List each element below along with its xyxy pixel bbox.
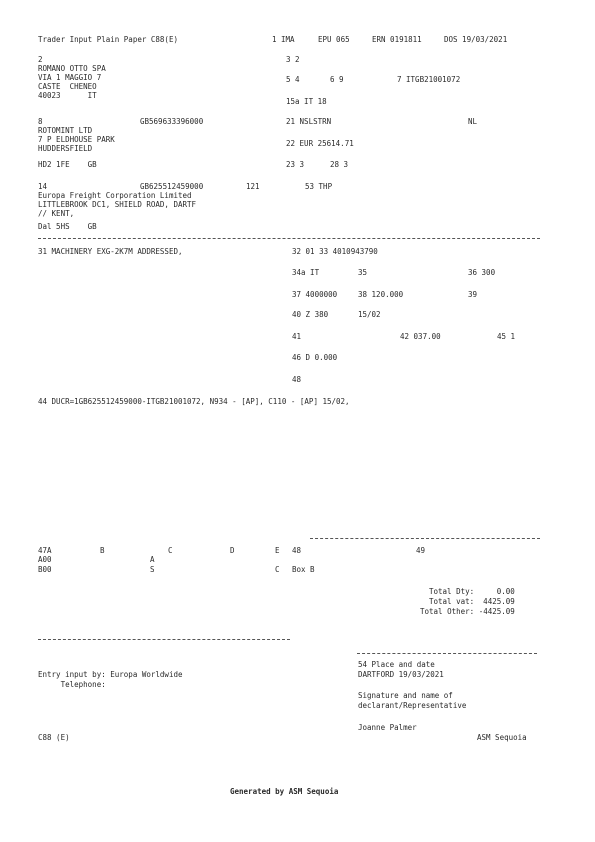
box8-line: 7 P ELDHOUSE PARK bbox=[38, 135, 115, 144]
box6-packages: 6 9 bbox=[330, 75, 344, 84]
box2-line: VIA 1 MAGGIO 7 bbox=[38, 73, 102, 82]
box40-date: 15/02 bbox=[358, 310, 381, 319]
box28-financial: 28 3 bbox=[330, 160, 349, 169]
box54-signatory-name: Joanne Palmer bbox=[358, 723, 417, 732]
box54-place-date: DARTFORD 19/03/2021 bbox=[358, 670, 444, 679]
box47-row2-type: B00 bbox=[38, 565, 52, 574]
header-form-title: Trader Input Plain Paper C88(E) bbox=[38, 35, 178, 44]
box14-line: LITTLEBROOK DC1, SHIELD ROAD, DARTF bbox=[38, 200, 197, 209]
separator-line bbox=[38, 238, 540, 239]
box35-gross-mass: 35 bbox=[358, 268, 368, 277]
box39-quota: 39 bbox=[468, 290, 478, 299]
box2-number: 2 bbox=[38, 55, 43, 64]
box42-item-price: 42 037.00 bbox=[400, 332, 441, 341]
footer-generated-by: Generated by ASM Sequoia bbox=[230, 787, 339, 796]
box14-line: Europa Freight Corporation Limited bbox=[38, 191, 192, 200]
box21-nationality: NL bbox=[468, 117, 478, 126]
total-vat: Total vat: 4425.09 bbox=[429, 597, 515, 606]
box47-col-e: E bbox=[275, 546, 280, 555]
box32-commodity-code: 32 01 33 4010943790 bbox=[292, 247, 378, 256]
box14-code: 121 bbox=[246, 182, 260, 191]
box36-preference: 36 300 bbox=[468, 268, 496, 277]
header-ima: 1 IMA bbox=[272, 35, 295, 44]
box41-units: 41 bbox=[292, 332, 302, 341]
footer-brand: ASM Sequoia bbox=[477, 733, 527, 742]
box47-col-b: B bbox=[100, 546, 105, 555]
entry-input-by: Entry input by: Europa Worldwide bbox=[38, 670, 183, 679]
separator-line bbox=[357, 653, 537, 654]
header-epu: EPU 065 bbox=[318, 35, 350, 44]
box14-line: Dal 5HS GB bbox=[38, 222, 97, 231]
box2-line: ROMANO OTTO SPA bbox=[38, 64, 106, 73]
box22-currency-amount: 22 EUR 25614.71 bbox=[286, 139, 354, 148]
separator-line bbox=[310, 538, 540, 539]
box5-items: 5 4 bbox=[286, 75, 300, 84]
header-dos: DOS 19/03/2021 bbox=[444, 35, 508, 44]
separator-line bbox=[38, 639, 290, 640]
box14-number: 14 bbox=[38, 182, 48, 191]
box15a-dispatch-country: 15a IT 18 bbox=[286, 97, 327, 106]
box47-label: 47A bbox=[38, 546, 52, 555]
box2-line: CASTE CHENEO bbox=[38, 82, 97, 91]
box8-line: ROTOMINT LTD bbox=[38, 126, 93, 135]
total-duty: Total Dty: 0.00 bbox=[429, 587, 515, 596]
box21-transport: 21 NSLSTRN bbox=[286, 117, 332, 126]
box8-line: HD2 1FE GB bbox=[38, 160, 97, 169]
box45-adjustment: 45 1 bbox=[497, 332, 516, 341]
box40-previous-document: 40 Z 380 bbox=[292, 310, 329, 319]
entry-telephone: Telephone: bbox=[38, 680, 106, 689]
box48-deferred-payment: 48 bbox=[292, 375, 302, 384]
box47-row2-mop: S bbox=[150, 565, 155, 574]
box3-forms: 3 2 bbox=[286, 55, 300, 64]
box34a-origin: 34a IT bbox=[292, 268, 320, 277]
box38-net-mass: 38 120.000 bbox=[358, 290, 404, 299]
box8-eori: GB569633396000 bbox=[140, 117, 204, 126]
box14-line: // KENT, bbox=[38, 209, 75, 218]
box53-office: 53 THP bbox=[305, 182, 333, 191]
box54-declarant-label: declarant/Representative bbox=[358, 701, 467, 710]
box47-col-c: C bbox=[168, 546, 173, 555]
box44-additional-info: 44 DUCR=1GB625512459000-ITGB21001072, N934 - [AP], C110 - [AP] 15/02, bbox=[38, 397, 350, 406]
header-ern: ERN 0191811 bbox=[372, 35, 422, 44]
box31-goods-description: 31 MACHINERY EXG-2K7M ADDRESSED, bbox=[38, 247, 183, 256]
box47-row1-type: A00 bbox=[38, 555, 52, 564]
box7-reference: 7 ITGB21001072 bbox=[397, 75, 461, 84]
box54-signature-label: Signature and name of bbox=[358, 691, 453, 700]
footer-form-code: C88 (E) bbox=[38, 733, 70, 742]
box47-col-d: D bbox=[230, 546, 235, 555]
total-other: Total Other: -4425.09 bbox=[420, 607, 515, 616]
box47-row1-mop: A bbox=[150, 555, 155, 564]
box54-label: 54 Place and date bbox=[358, 660, 435, 669]
box47-row2-c: C bbox=[275, 565, 280, 574]
box37-procedure: 37 4000000 bbox=[292, 290, 338, 299]
box23-exchange: 23 3 bbox=[286, 160, 305, 169]
box-b-label: Box B bbox=[292, 565, 315, 574]
box46-statistical-value: 46 D 0.000 bbox=[292, 353, 338, 362]
box49-label: 49 bbox=[416, 546, 426, 555]
box2-line: 40023 IT bbox=[38, 91, 97, 100]
box14-eori: GB625512459000 bbox=[140, 182, 204, 191]
box8-line: HUDDERSFIELD bbox=[38, 144, 93, 153]
box8-number: 8 bbox=[38, 117, 43, 126]
box48-label: 48 bbox=[292, 546, 302, 555]
